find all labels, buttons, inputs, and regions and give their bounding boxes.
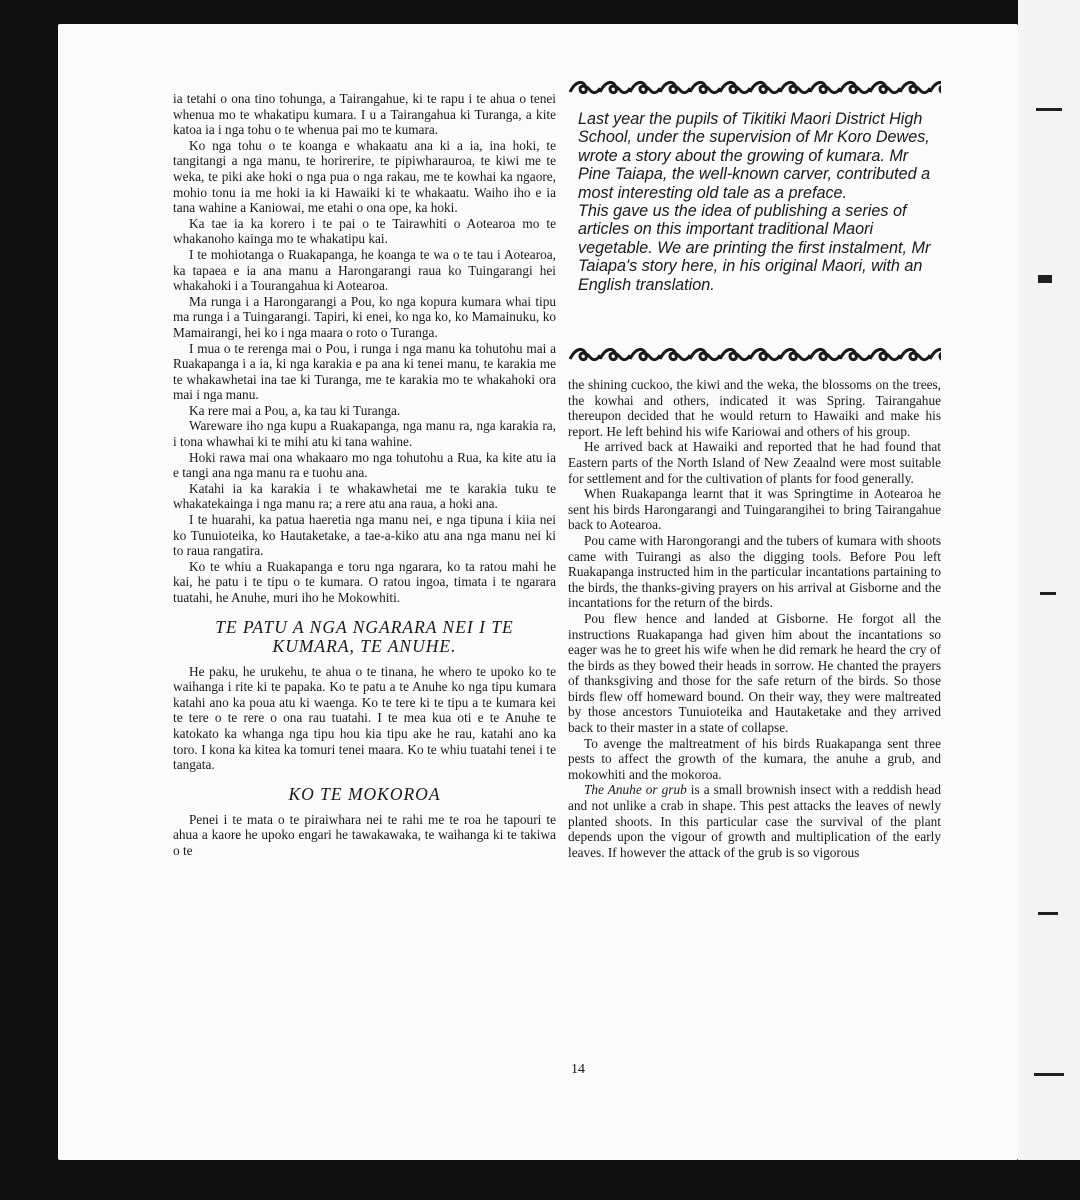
section-heading: KO TE MOKOROA (288, 783, 441, 804)
editorial-introduction (578, 110, 934, 294)
paragraph: Wareware iho nga kupu a Ruakapanga, nga manu ra, nga karakia ra, i tona whawhai ki te mihi atu ki tana wahine. (173, 418, 556, 450)
scan-mark (1038, 275, 1052, 283)
maori-text-column (173, 91, 556, 859)
scan-mark (1036, 108, 1062, 111)
scan-background (0, 1160, 1080, 1200)
paragraph: Ko te whiu a Ruakapanga e toru nga ngarara, ko ta ratou mahi he kai, he patu i te tipu o te kumara. O ratou ingoa, timata i te ngarara tuatahi, he Anuhe, muri iho he Mokowhiti. (173, 558, 556, 605)
paragraph: To avenge the maltreatment of his birds Ruakapanga sent three pests to affect the growth of the kumara, the anuhe a grub, and mokowhiti and the mokoroa. (568, 735, 941, 782)
paragraph: Penei i te mata o te piraiwhara nei te rahi me te roa he tapouri te ahua a kaore he upoko engari he tawakawaka, te waihanga ki te takiwa o te (173, 811, 556, 858)
paragraph: I te mohiotanga o Ruakapanga, he koanga te wa o te tau i Aotearoa, ka tapaea e ia ana manu a Harongarangi raua ko Tuingarangi hei whakahoki i a Tourangahua ki Aotearoa. (173, 246, 556, 294)
scan-mark (1038, 912, 1058, 915)
paragraph: I te huarahi, ka patua haeretia nga manu nei, e nga tipuna i kiia nei ko Tunuioteika, ko Hautaketake, a tae-a-kiko atu ana nga manu nei ki to raua rangatira. (173, 512, 556, 559)
scanner-margin (1018, 0, 1080, 1200)
paragraph: Hoki rawa mai ona whakaaro mo nga tohutohu a Rua, ka kite atu ia e tangi ana nga manu ra e tuohu ana. (173, 449, 556, 481)
paragraph: Ka tae ia ka korero i te pai o te Tairawhiti o Aotearoa mo te whakanoho kainga mo te whakatipu kai. (173, 215, 556, 247)
intro-paragraph: This gave us the idea of publishing a series of articles on this important traditional Maori vegetable. We are printing the first instalment, Mr Taiapa's story here, in his original Maori, with an English translation. (578, 202, 931, 294)
paragraph: ia tetahi o ona tino tohunga, a Tairangahue, ki te rapu i te ahua o tenei whenua mo te whakatipu kumara. I u a Tairangahua ki Turanga, a kite katoa ia i nga tohu o te whenua pai mo te kumara. (173, 91, 556, 138)
intro-paragraph: Last year the pupils of Tikitiki Maori District High School, under the supervision of Mr Koro Dewes, wrote a story about the growing of kumara. Mr Pine Taiapa, the well-known carver, contributed a most interesting old tale as a preface. (578, 110, 931, 202)
paragraph-text: is a small brownish insect with a reddish head and not unlike a crab in shape. This pest attacks the leaves of newly planted shoots. In this particular case the survival of the plant depends upon the vigour of growth and multiplication of the early leaves. If however the attack of the grub is so vigorous (568, 782, 941, 860)
page-number: 14 (571, 1062, 585, 1077)
paragraph: He paku, he urukehu, te ahua o te tinana, he whero te upoko ko te waihanga i rite ki te papaka. Ko te patu a te Anuhe ko nga tipu kumara katahi ano ka poua atu ki waenga. Ko te tere ki te tipu a te kumara kei te tere o te rere o ona rau tuatahi. I te mea kua oti e te Anuhe te katokato ka whanga nga tipu hou kia tipu ake he rau, katahi ano ka toro. I kona ka kitea ka tomuri tenei maara. Ko te whiu tuatahi tenei i te tangata. (173, 663, 556, 773)
wave-scroll-border-icon (566, 345, 941, 365)
scan-mark (1034, 1073, 1064, 1076)
paragraph: Ma runga i a Harongarangi a Pou, ko nga kopura kumara whai tipu ma runga i a Tuingarangi. Tapiri, ki enei, ko nga ko, ko Mamainuku, ko Mamairangi, hei ko i nga maara o roto o Turanga. (173, 293, 556, 340)
paragraph: the shining cuckoo, the kiwi and the weka, the blossoms on the trees, the kowhai and others, indicated it was Spring. Tairangahue thereupon decided that he would return to Hawaiki and make his report. He left behind his wife Kariowai and others of his group. (568, 377, 941, 439)
english-text-column (568, 377, 941, 860)
paragraph: When Ruakapanga learnt that it was Springtime in Aotearoa he sent his birds Harongarangi and Tuingarangihei to bring Tairangahue back to Aotearoa. (568, 486, 941, 533)
section-heading: TE PATU A NGA NGARARA NEI I TE KUMARA, TE ANUHE. (215, 616, 514, 656)
paragraph: I mua o te rerenga mai o Pou, i runga i nga manu ka tohutohu mai a Ruakapanga i a ia, ki nga karakia e pa ana ki tenei manu, te karakia me te whakawhetai ina tae ki Turanga, me te karakia mo te whakahoki ora mai i nga manu. (173, 340, 556, 403)
wave-scroll-border-icon (566, 78, 941, 98)
paragraph (568, 782, 941, 860)
paragraph: Ka rere mai a Pou, a, ka tau ki Turanga. (189, 402, 401, 418)
italic-term: The Anuhe or grub (584, 782, 687, 798)
paragraph: Pou flew hence and landed at Gisborne. He forgot all the instructions Ruakapanga had given him about the incantations so eager was he to greet his wife when he did remark he heard the cry of the birds as they bowed their heads in sorrow. He chanted the prayers of thanksgiving and those for the safe return of the birds. So those birds flew off homeward bound. On their way, they were maltreated by those ancestors Tunuioteika and Hautaketake and they arrived back to their master in a state of collapse. (568, 610, 941, 736)
paragraph: Ko nga tohu o te koanga e whakaatu ana ki a ia, ina hoki, te tangitangi a nga manu, te horirerire, te pipiwharauroa, te kiwi me te weka, te piki ake hoki o nga pua o nga rakau, me te kowhai ka ngaore, mohio tonu ia me hoki ia ki Hawaiki ki te whakaatu. Waiho iho e ia tana wahine a Kaniowai, me etahi o ona ope, ka hoki. (173, 137, 556, 216)
paragraph: Katahi ia ka karakia i te whakawhetai me te karakia tuku te whakatekainga i nga manu ra; a rere atu ana raua, a hoki ana. (173, 480, 556, 512)
paragraph: Pou came with Harongorangi and the tubers of kumara with shoots came with Tuirangi as also the digging tools. Before Pou left Ruakapanga instructed him in the particular incantations partaining to the birds, the thanks-giving prayers on his arrival at Gisborne and the incantations for the return of the birds. (568, 532, 941, 611)
scan-mark (1040, 592, 1056, 595)
paragraph: He arrived back at Hawaiki and reported that he had found that Eastern parts of the North Island of New Zeaalnd were most suitable for settlement and for the cultivation of plants for food generally. (568, 439, 941, 486)
